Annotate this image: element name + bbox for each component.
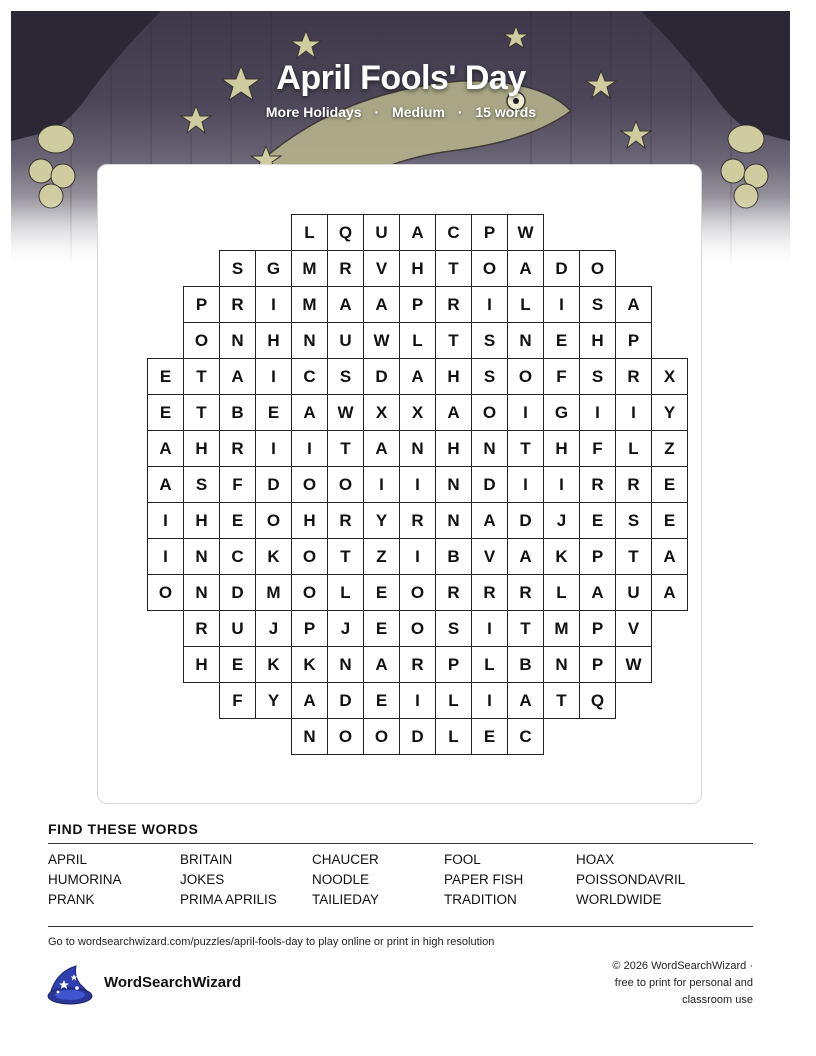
grid-cell[interactable]: S: [471, 322, 508, 359]
grid-cell[interactable]: T: [435, 322, 472, 359]
word-list-item: NOODLE: [312, 872, 370, 887]
grid-cell[interactable]: H: [435, 358, 472, 395]
grid-cell[interactable]: B: [507, 646, 544, 683]
grid-cell[interactable]: D: [471, 466, 508, 503]
grid-cell[interactable]: D: [507, 502, 544, 539]
word-list-item: BRITAIN: [180, 852, 233, 867]
grid-cell[interactable]: C: [435, 214, 472, 251]
grid-cell[interactable]: O: [327, 718, 364, 755]
copyright-line: © 2026 WordSearchWizard ·: [612, 960, 753, 972]
grid-cell[interactable]: W: [327, 394, 364, 431]
grid-cell[interactable]: D: [363, 358, 400, 395]
grid-cell[interactable]: S: [615, 502, 652, 539]
grid-cell[interactable]: F: [219, 466, 256, 503]
grid-cell[interactable]: R: [435, 574, 472, 611]
word-list-item: HUMORINA: [48, 872, 122, 887]
grid-cell[interactable]: E: [543, 322, 580, 359]
grid-cell[interactable]: D: [255, 466, 292, 503]
grid-cell[interactable]: Y: [255, 682, 292, 719]
grid-cell[interactable]: J: [327, 610, 364, 647]
grid-cell[interactable]: O: [291, 538, 328, 575]
grid-cell[interactable]: M: [291, 286, 328, 323]
grid-cell[interactable]: L: [507, 286, 544, 323]
grid-cell[interactable]: P: [579, 610, 616, 647]
grid-cell[interactable]: X: [399, 394, 436, 431]
grid-cell[interactable]: A: [507, 250, 544, 287]
grid-cell[interactable]: S: [579, 286, 616, 323]
grid-cell[interactable]: S: [471, 358, 508, 395]
grid-cell[interactable]: L: [471, 646, 508, 683]
grid-cell[interactable]: E: [363, 682, 400, 719]
grid-cell[interactable]: M: [255, 574, 292, 611]
grid-cell[interactable]: U: [615, 574, 652, 611]
grid-cell[interactable]: E: [219, 646, 256, 683]
grid-cell[interactable]: T: [435, 250, 472, 287]
grid-cell[interactable]: B: [435, 538, 472, 575]
grid-cell[interactable]: I: [255, 286, 292, 323]
grid-cell[interactable]: K: [255, 646, 292, 683]
grid-cell[interactable]: W: [363, 322, 400, 359]
grid-cell[interactable]: D: [399, 718, 436, 755]
grid-cell[interactable]: T: [543, 682, 580, 719]
grid-cell[interactable]: R: [219, 286, 256, 323]
grid-cell[interactable]: F: [219, 682, 256, 719]
grid-cell[interactable]: O: [291, 574, 328, 611]
grid-cell[interactable]: T: [183, 358, 220, 395]
grid-cell[interactable]: G: [543, 394, 580, 431]
grid-cell[interactable]: R: [399, 502, 436, 539]
grid-cell[interactable]: L: [543, 574, 580, 611]
grid-cell[interactable]: I: [507, 466, 544, 503]
word-list-item: PRIMA APRILIS: [180, 892, 277, 907]
grid-cell[interactable]: I: [615, 394, 652, 431]
grid-cell[interactable]: A: [651, 538, 688, 575]
word-list-item: CHAUCER: [312, 852, 379, 867]
grid-cell[interactable]: O: [291, 466, 328, 503]
grid-cell[interactable]: Y: [651, 394, 688, 431]
grid-cell[interactable]: I: [579, 394, 616, 431]
grid-cell[interactable]: I: [255, 358, 292, 395]
grid-cell[interactable]: A: [471, 502, 508, 539]
difficulty-label: Medium: [392, 104, 445, 120]
grid-cell[interactable]: P: [579, 646, 616, 683]
grid-cell[interactable]: I: [291, 430, 328, 467]
wizard-hat-icon: [46, 964, 94, 1006]
grid-cell[interactable]: O: [147, 574, 184, 611]
puzzle-meta: [0, 104, 802, 120]
grid-cell[interactable]: E: [255, 394, 292, 431]
grid-cell[interactable]: U: [327, 322, 364, 359]
grid-cell[interactable]: A: [507, 538, 544, 575]
grid-cell[interactable]: H: [183, 502, 220, 539]
grid-cell[interactable]: N: [291, 718, 328, 755]
word-list-item: FOOL: [444, 852, 481, 867]
grid-cell[interactable]: O: [507, 358, 544, 395]
grid-cell[interactable]: O: [399, 610, 436, 647]
grid-cell[interactable]: I: [543, 466, 580, 503]
grid-cell[interactable]: R: [435, 286, 472, 323]
grid-cell[interactable]: N: [183, 538, 220, 575]
grid-cell[interactable]: Q: [579, 682, 616, 719]
grid-cell[interactable]: S: [219, 250, 256, 287]
grid-cell[interactable]: R: [183, 610, 220, 647]
copyright-line: free to print for personal and: [614, 977, 753, 989]
grid-cell[interactable]: N: [183, 574, 220, 611]
grid-cell[interactable]: N: [507, 322, 544, 359]
grid-cell[interactable]: E: [363, 610, 400, 647]
grid-cell[interactable]: I: [399, 466, 436, 503]
grid-cell[interactable]: N: [543, 646, 580, 683]
grid-cell[interactable]: J: [255, 610, 292, 647]
grid-cell[interactable]: I: [255, 430, 292, 467]
grid-cell[interactable]: I: [363, 466, 400, 503]
grid-cell[interactable]: H: [183, 646, 220, 683]
grid-cell[interactable]: V: [615, 610, 652, 647]
grid-cell[interactable]: T: [327, 538, 364, 575]
grid-cell[interactable]: A: [291, 682, 328, 719]
word-list-item: JOKES: [180, 872, 225, 887]
copyright-line: classroom use: [682, 994, 753, 1006]
divider: [48, 926, 753, 927]
grid-cell[interactable]: T: [507, 610, 544, 647]
grid-cell[interactable]: S: [183, 466, 220, 503]
grid-cell[interactable]: L: [435, 682, 472, 719]
grid-cell[interactable]: I: [399, 538, 436, 575]
grid-cell[interactable]: N: [291, 322, 328, 359]
meta-separator: ·: [374, 104, 380, 120]
grid-cell[interactable]: P: [435, 646, 472, 683]
grid-cell[interactable]: O: [327, 466, 364, 503]
grid-cell[interactable]: N: [399, 430, 436, 467]
copyright-notice: [560, 958, 753, 1009]
grid-cell[interactable]: H: [183, 430, 220, 467]
meta-separator: ·: [457, 104, 463, 120]
grid-cell[interactable]: I: [471, 286, 508, 323]
grid-cell[interactable]: U: [219, 610, 256, 647]
grid-cell[interactable]: N: [219, 322, 256, 359]
grid-cell[interactable]: L: [399, 322, 436, 359]
grid-cell[interactable]: P: [291, 610, 328, 647]
grid-cell[interactable]: N: [327, 646, 364, 683]
grid-cell[interactable]: E: [147, 358, 184, 395]
grid-cell[interactable]: M: [543, 610, 580, 647]
grid-cell[interactable]: O: [183, 322, 220, 359]
grid-cell[interactable]: E: [651, 502, 688, 539]
grid-cell[interactable]: M: [291, 250, 328, 287]
word-list-item: PAPER FISH: [444, 872, 524, 887]
grid-cell[interactable]: C: [291, 358, 328, 395]
word-list-heading: FIND THESE WORDS: [48, 821, 199, 837]
grid-cell[interactable]: A: [651, 574, 688, 611]
word-list-item: TAILIEDAY: [312, 892, 380, 907]
grid-cell[interactable]: S: [435, 610, 472, 647]
grid-cell[interactable]: H: [255, 322, 292, 359]
grid-cell[interactable]: A: [363, 646, 400, 683]
grid-cell[interactable]: E: [579, 502, 616, 539]
grid-cell[interactable]: T: [327, 430, 364, 467]
grid-cell[interactable]: R: [615, 466, 652, 503]
grid-cell[interactable]: A: [435, 394, 472, 431]
grid-cell[interactable]: H: [543, 430, 580, 467]
grid-cell[interactable]: E: [147, 394, 184, 431]
category-link[interactable]: More Holidays: [265, 104, 362, 120]
grid-cell[interactable]: P: [471, 214, 508, 251]
grid-cell[interactable]: E: [219, 502, 256, 539]
grid-cell[interactable]: O: [363, 718, 400, 755]
grid-cell[interactable]: A: [291, 394, 328, 431]
grid-cell[interactable]: O: [579, 250, 616, 287]
grid-cell[interactable]: E: [471, 718, 508, 755]
grid-cell[interactable]: I: [507, 394, 544, 431]
grid-cell[interactable]: A: [147, 430, 184, 467]
grid-cell[interactable]: H: [579, 322, 616, 359]
grid-cell[interactable]: D: [543, 250, 580, 287]
grid-cell[interactable]: J: [543, 502, 580, 539]
grid-cell[interactable]: R: [399, 646, 436, 683]
grid-cell[interactable]: P: [579, 538, 616, 575]
grid-cell[interactable]: A: [399, 214, 436, 251]
grid-cell[interactable]: S: [579, 358, 616, 395]
grid-cell[interactable]: A: [615, 286, 652, 323]
grid-cell[interactable]: V: [471, 538, 508, 575]
grid-cell[interactable]: T: [183, 394, 220, 431]
grid-cell[interactable]: N: [435, 466, 472, 503]
grid-cell[interactable]: I: [399, 682, 436, 719]
grid-cell[interactable]: H: [291, 502, 328, 539]
grid-cell[interactable]: E: [363, 574, 400, 611]
grid-cell[interactable]: A: [507, 682, 544, 719]
grid-cell[interactable]: P: [399, 286, 436, 323]
grid-cell[interactable]: K: [291, 646, 328, 683]
footer-note: Go to wordsearchwizard.com/puzzles/april-fools-day to play online or print in high resolution: [48, 936, 495, 948]
grid-cell[interactable]: L: [327, 574, 364, 611]
grid-cell[interactable]: H: [399, 250, 436, 287]
grid-cell[interactable]: V: [363, 250, 400, 287]
grid-cell[interactable]: K: [543, 538, 580, 575]
grid-cell[interactable]: N: [471, 430, 508, 467]
grid-cell[interactable]: O: [471, 394, 508, 431]
word-list-item: WORLDWIDE: [576, 892, 662, 907]
grid-cell[interactable]: R: [327, 502, 364, 539]
grid-cell[interactable]: R: [471, 574, 508, 611]
grid-cell[interactable]: T: [615, 538, 652, 575]
grid-cell[interactable]: O: [399, 574, 436, 611]
grid-cell[interactable]: Y: [363, 502, 400, 539]
grid-cell[interactable]: C: [507, 718, 544, 755]
grid-cell[interactable]: L: [615, 430, 652, 467]
grid-cell[interactable]: D: [327, 682, 364, 719]
grid-cell[interactable]: Q: [327, 214, 364, 251]
word-list-item: APRIL: [48, 852, 88, 867]
grid-cell[interactable]: O: [471, 250, 508, 287]
grid-cell[interactable]: X: [363, 394, 400, 431]
word-count-label: 15 words: [475, 104, 537, 120]
grid-cell[interactable]: G: [255, 250, 292, 287]
grid-cell[interactable]: L: [291, 214, 328, 251]
grid-cell[interactable]: I: [147, 538, 184, 575]
grid-cell[interactable]: Z: [651, 430, 688, 467]
grid-cell[interactable]: Z: [363, 538, 400, 575]
grid-cell[interactable]: A: [399, 358, 436, 395]
divider: [48, 843, 753, 844]
grid-cell[interactable]: R: [507, 574, 544, 611]
grid-cell[interactable]: P: [615, 322, 652, 359]
grid-cell[interactable]: B: [219, 394, 256, 431]
grid-cell[interactable]: A: [147, 466, 184, 503]
grid-cell[interactable]: I: [543, 286, 580, 323]
grid-cell[interactable]: W: [507, 214, 544, 251]
grid-cell[interactable]: I: [471, 610, 508, 647]
grid-cell[interactable]: T: [507, 430, 544, 467]
grid-cell[interactable]: S: [327, 358, 364, 395]
grid-cell[interactable]: A: [363, 430, 400, 467]
grid-cell[interactable]: R: [579, 466, 616, 503]
grid-cell[interactable]: R: [327, 250, 364, 287]
grid-cell[interactable]: N: [435, 502, 472, 539]
grid-cell[interactable]: R: [615, 358, 652, 395]
grid-cell[interactable]: D: [219, 574, 256, 611]
grid-cell[interactable]: E: [651, 466, 688, 503]
grid-cell[interactable]: R: [219, 430, 256, 467]
grid-cell[interactable]: F: [579, 430, 616, 467]
grid-cell[interactable]: I: [147, 502, 184, 539]
grid-cell[interactable]: H: [435, 430, 472, 467]
grid-cell[interactable]: L: [435, 718, 472, 755]
word-list-item: TRADITION: [444, 892, 517, 907]
grid-cell[interactable]: A: [327, 286, 364, 323]
word-list-item: PRANK: [48, 892, 95, 907]
grid-cell[interactable]: A: [363, 286, 400, 323]
grid-cell[interactable]: W: [615, 646, 652, 683]
grid-cell[interactable]: A: [219, 358, 256, 395]
grid-cell[interactable]: A: [579, 574, 616, 611]
grid-cell[interactable]: I: [471, 682, 508, 719]
grid-cell[interactable]: X: [651, 358, 688, 395]
brand-name: WordSearchWizard: [104, 974, 242, 991]
grid-cell[interactable]: U: [363, 214, 400, 251]
grid-cell[interactable]: P: [183, 286, 220, 323]
word-list-item: POISSONDAVRIL: [576, 872, 686, 887]
grid-cell[interactable]: O: [255, 502, 292, 539]
word-list-item: HOAX: [576, 852, 615, 867]
page-title: April Fools' Day: [276, 59, 526, 97]
grid-cell[interactable]: F: [543, 358, 580, 395]
grid-cell[interactable]: K: [255, 538, 292, 575]
grid-cell[interactable]: C: [219, 538, 256, 575]
